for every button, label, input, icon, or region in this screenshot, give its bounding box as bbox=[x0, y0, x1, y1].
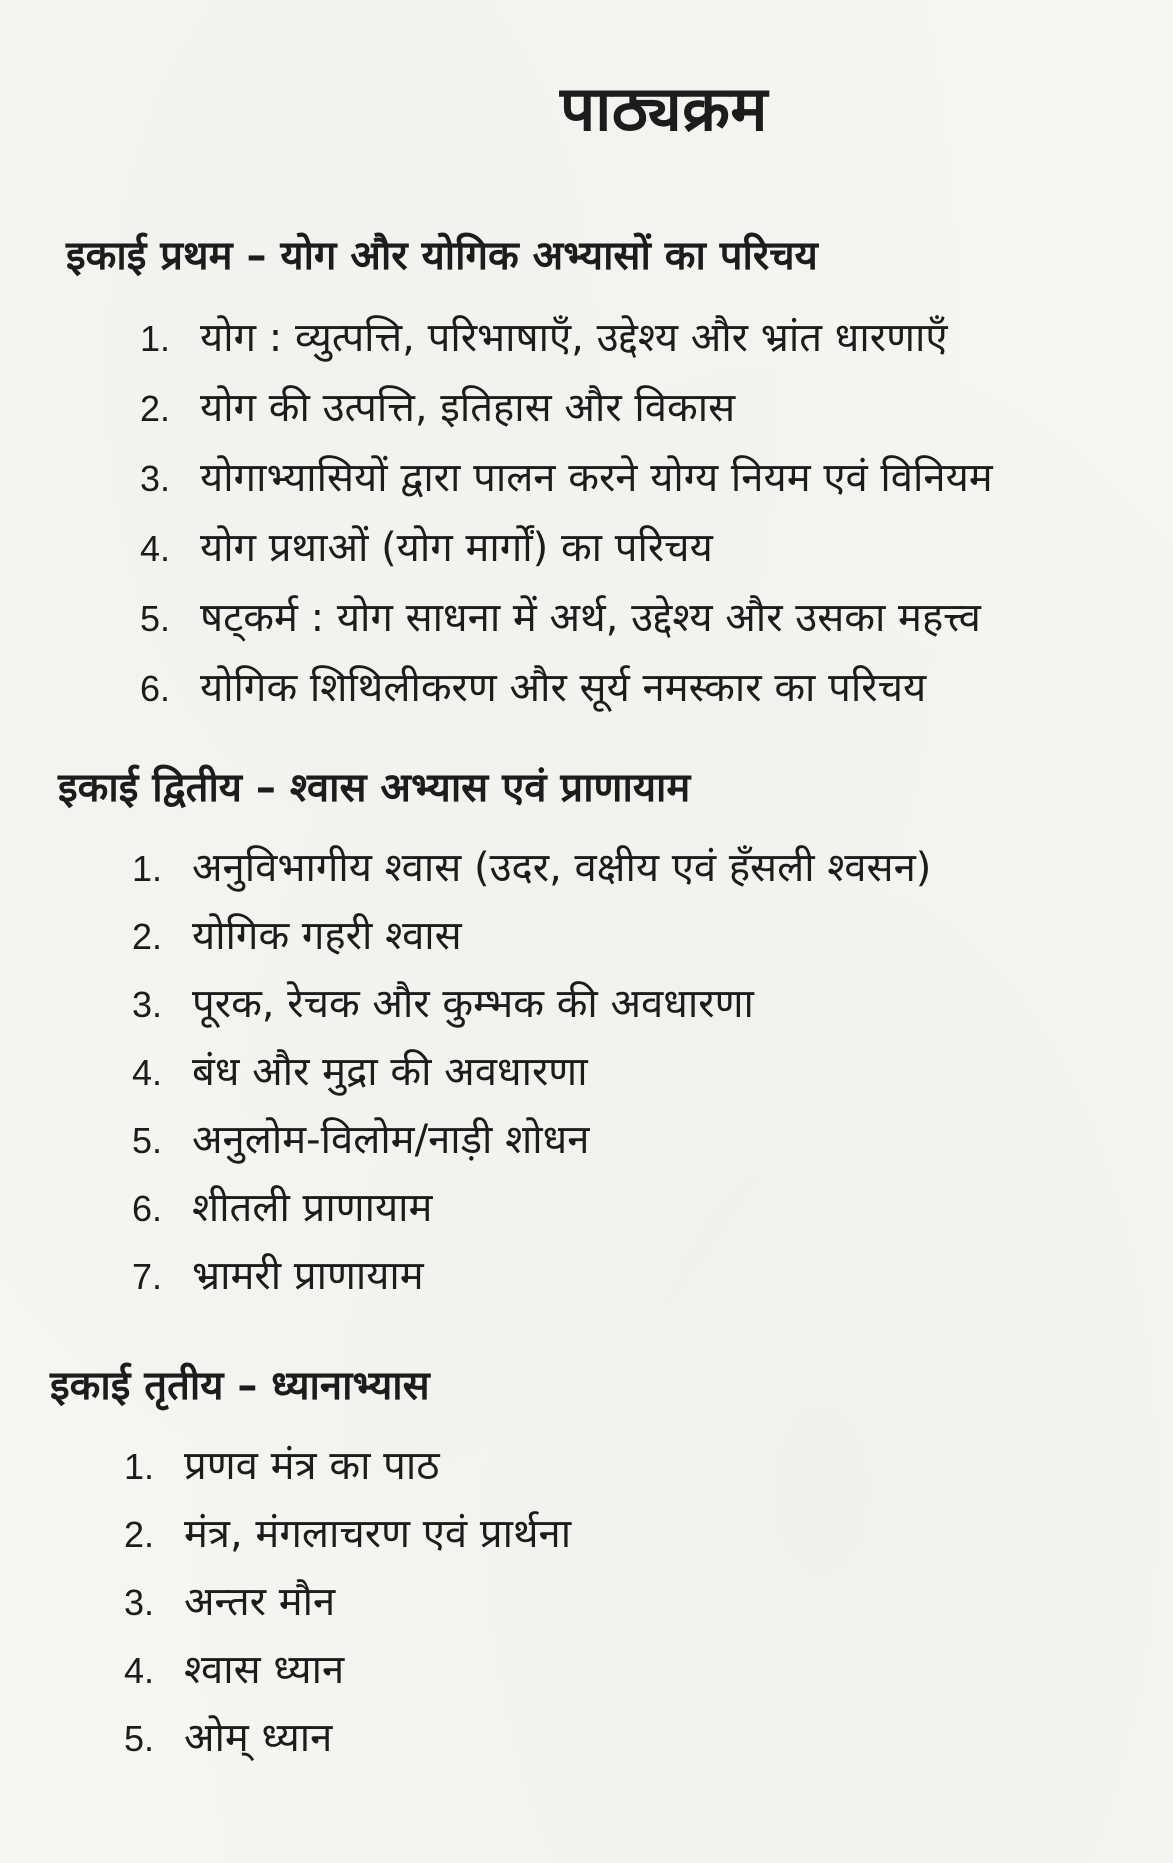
item-number: 4. bbox=[124, 1650, 155, 1691]
list-item bbox=[124, 1443, 440, 1489]
item-number: 6. bbox=[132, 1188, 163, 1229]
item-text: योगिक शिथिलीकरण और सूर्य नमस्कार का परिचय bbox=[200, 665, 927, 711]
page-title: पाठ्यक्रम bbox=[560, 72, 768, 145]
list-item bbox=[140, 315, 948, 361]
item-number: 6. bbox=[140, 668, 171, 709]
item-text: अनुविभागीय श्वास (उदर, वक्षीय एवं हँसली श्वसन) bbox=[192, 845, 932, 891]
item-text: योग : व्युत्पत्ति, परिभाषाएँ, उद्देश्य और भ्रांत धारणाएँ bbox=[200, 315, 948, 361]
item-text: प्रणव मंत्र का पाठ bbox=[184, 1443, 440, 1489]
unit-heading-3: इकाई तृतीय – ध्यानाभ्यास bbox=[50, 1363, 430, 1409]
item-number: 2. bbox=[124, 1514, 155, 1555]
item-number: 5. bbox=[140, 598, 171, 639]
item-number: 4. bbox=[140, 528, 171, 569]
list-item bbox=[132, 1253, 424, 1299]
list-item bbox=[140, 385, 736, 431]
list-item bbox=[132, 913, 462, 959]
list-item bbox=[124, 1715, 333, 1761]
item-text: भ्रामरी प्राणायाम bbox=[192, 1253, 424, 1299]
item-text: मंत्र, मंगलाचरण एवं प्रार्थना bbox=[184, 1511, 572, 1557]
unit-heading-2: इकाई द्वितीय – श्वास अभ्यास एवं प्राणायाम bbox=[58, 765, 691, 811]
item-text: शीतली प्राणायाम bbox=[192, 1185, 433, 1231]
list-item bbox=[132, 1049, 588, 1095]
item-text: योगाभ्यासियों द्वारा पालन करने योग्य नियम एवं विनियम bbox=[200, 455, 993, 501]
item-number: 5. bbox=[132, 1120, 163, 1161]
list-item bbox=[140, 595, 981, 641]
list-item bbox=[124, 1647, 345, 1693]
item-text: षट्कर्म : योग साधना में अर्थ, उद्देश्य और उसका महत्त्व bbox=[200, 595, 981, 641]
item-number: 4. bbox=[132, 1052, 163, 1093]
item-number: 3. bbox=[140, 458, 171, 499]
item-text: बंध और मुद्रा की अवधारणा bbox=[192, 1049, 588, 1095]
item-number: 5. bbox=[124, 1718, 155, 1759]
list-item bbox=[124, 1579, 336, 1625]
list-item bbox=[132, 1185, 433, 1231]
item-text: योग की उत्पत्ति, इतिहास और विकास bbox=[200, 385, 736, 431]
item-number: 3. bbox=[132, 984, 163, 1025]
unit-heading-1: इकाई प्रथम – योग और योगिक अभ्यासों का परिचय bbox=[66, 233, 818, 279]
item-text: पूरक, रेचक और कुम्भक की अवधारणा bbox=[192, 981, 754, 1027]
list-item bbox=[124, 1511, 572, 1557]
item-number: 1. bbox=[140, 318, 171, 359]
list-item bbox=[140, 665, 927, 711]
item-number: 2. bbox=[132, 916, 163, 957]
item-text: अन्तर मौन bbox=[184, 1579, 336, 1625]
item-text: अनुलोम-विलोम/नाड़ी शोधन bbox=[192, 1117, 590, 1163]
list-item bbox=[140, 455, 993, 501]
item-text: योगिक गहरी श्वास bbox=[192, 913, 462, 959]
item-number: 7. bbox=[132, 1256, 163, 1297]
item-number: 1. bbox=[132, 848, 163, 889]
item-text: श्वास ध्यान bbox=[184, 1647, 345, 1693]
item-text: ओम् ध्यान bbox=[184, 1715, 333, 1761]
item-number: 2. bbox=[140, 388, 171, 429]
list-item bbox=[140, 525, 713, 571]
item-number: 3. bbox=[124, 1582, 155, 1623]
item-number: 1. bbox=[124, 1446, 155, 1487]
list-item bbox=[132, 845, 932, 891]
list-item bbox=[132, 981, 754, 1027]
item-text: योग प्रथाओं (योग मार्गों) का परिचय bbox=[200, 525, 713, 571]
list-item bbox=[132, 1117, 590, 1163]
